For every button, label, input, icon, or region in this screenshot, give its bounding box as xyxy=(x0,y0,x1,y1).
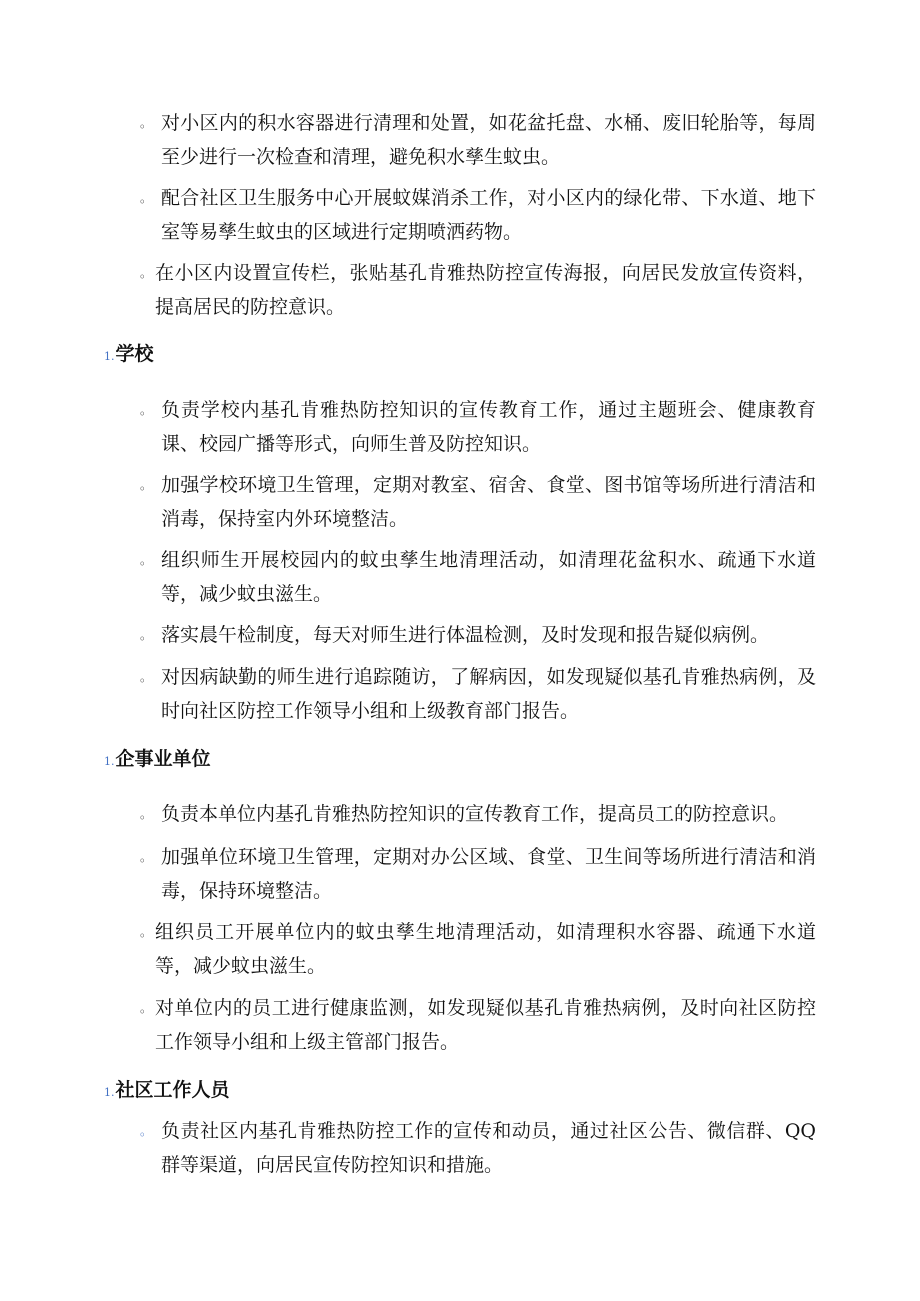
bullet-marker: 。 xyxy=(140,553,153,567)
list-item-text: 对因病缺勤的师生进行追踪随访，了解病因，如发现疑似基孔肯雅热病例，及时向社区防控工作领导小组和上级教育部门报告。 xyxy=(161,666,816,722)
heading-number: 1. xyxy=(104,755,115,768)
list-item xyxy=(140,797,816,831)
list-item xyxy=(140,543,816,611)
list-item-text: 在小区内设置宣传栏，张贴基孔肯雅热防控宣传海报，向居民发放宣传资料，提高居民的防控意识。 xyxy=(155,262,816,318)
list-item xyxy=(140,915,816,983)
bullet-marker: 。 xyxy=(140,403,153,417)
list-item xyxy=(140,393,816,461)
list-item-text: 加强学校环境卫生管理，定期对教室、宿舍、食堂、图书馆等场所进行清洁和消毒，保持室内外环境整洁。 xyxy=(161,474,816,530)
list-item xyxy=(140,618,816,652)
list-item-text: 落实晨午检制度，每天对师生进行体温检测，及时发现和报告疑似病例。 xyxy=(161,624,770,646)
list-item-text: 负责学校内基孔肯雅热防控知识的宣传教育工作，通过主题班会、健康教育课、校园广播等形式，向师生普及防控知识。 xyxy=(161,399,816,455)
heading-text: 学校 xyxy=(115,343,154,365)
list-item-text: 组织员工开展单位内的蚊虫孳生地清理活动，如清理积水容器、疏通下水道等，减少蚊虫滋生。 xyxy=(155,921,816,977)
bullet-marker: 。 xyxy=(140,1001,153,1015)
list-item xyxy=(140,181,816,249)
list-item xyxy=(140,468,816,536)
heading-number: 1. xyxy=(104,1086,115,1099)
section-heading xyxy=(104,1075,230,1108)
bullet-marker: 。 xyxy=(140,266,153,280)
bullet-marker: 。 xyxy=(140,670,153,684)
list-item xyxy=(140,1114,816,1182)
bullet-marker: 。 xyxy=(140,116,153,130)
list-item-text: 加强单位环境卫生管理，定期对办公区域、食堂、卫生间等场所进行清洁和消毒，保持环境整洁。 xyxy=(161,846,816,902)
section-heading xyxy=(104,339,154,372)
list-item xyxy=(140,840,816,908)
bullet-marker: 。 xyxy=(140,925,153,939)
list-item xyxy=(140,660,816,728)
bullet-marker: 。 xyxy=(140,478,153,492)
section-heading xyxy=(104,744,211,777)
heading-text: 企事业单位 xyxy=(115,748,211,770)
list-item-text: 负责本单位内基孔肯雅热防控知识的宣传教育工作，提高员工的防控意识。 xyxy=(161,803,789,825)
list-item xyxy=(140,106,816,174)
list-item-text: 对小区内的积水容器进行清理和处置，如花盆托盘、水桶、废旧轮胎等，每周至少进行一次检查和清理，避免积水孳生蚊虫。 xyxy=(161,112,816,168)
list-item xyxy=(140,991,816,1059)
list-item-text: 组织师生开展校园内的蚊虫孳生地清理活动，如清理花盆积水、疏通下水道等，减少蚊虫滋生。 xyxy=(161,549,816,605)
bullet-marker: 。 xyxy=(140,1124,153,1138)
list-item-text: 配合社区卫生服务中心开展蚊媒消杀工作，对小区内的绿化带、下水道、地下室等易孳生蚊虫的区域进行定期喷洒药物。 xyxy=(161,187,816,243)
bullet-marker: 。 xyxy=(140,850,153,864)
heading-text: 社区工作人员 xyxy=(115,1079,230,1101)
bullet-marker: 。 xyxy=(140,191,153,205)
list-item xyxy=(140,256,816,324)
bullet-marker: 。 xyxy=(140,628,153,642)
list-item-text: 对单位内的员工进行健康监测，如发现疑似基孔肯雅热病例，及时向社区防控工作领导小组和上级主管部门报告。 xyxy=(155,997,816,1053)
bullet-marker: 。 xyxy=(140,807,153,821)
list-item-text: 负责社区内基孔肯雅热防控工作的宣传和动员，通过社区公告、微信群、QQ群等渠道，向居民宣传防控知识和措施。 xyxy=(161,1120,816,1176)
heading-number: 1. xyxy=(104,350,115,363)
